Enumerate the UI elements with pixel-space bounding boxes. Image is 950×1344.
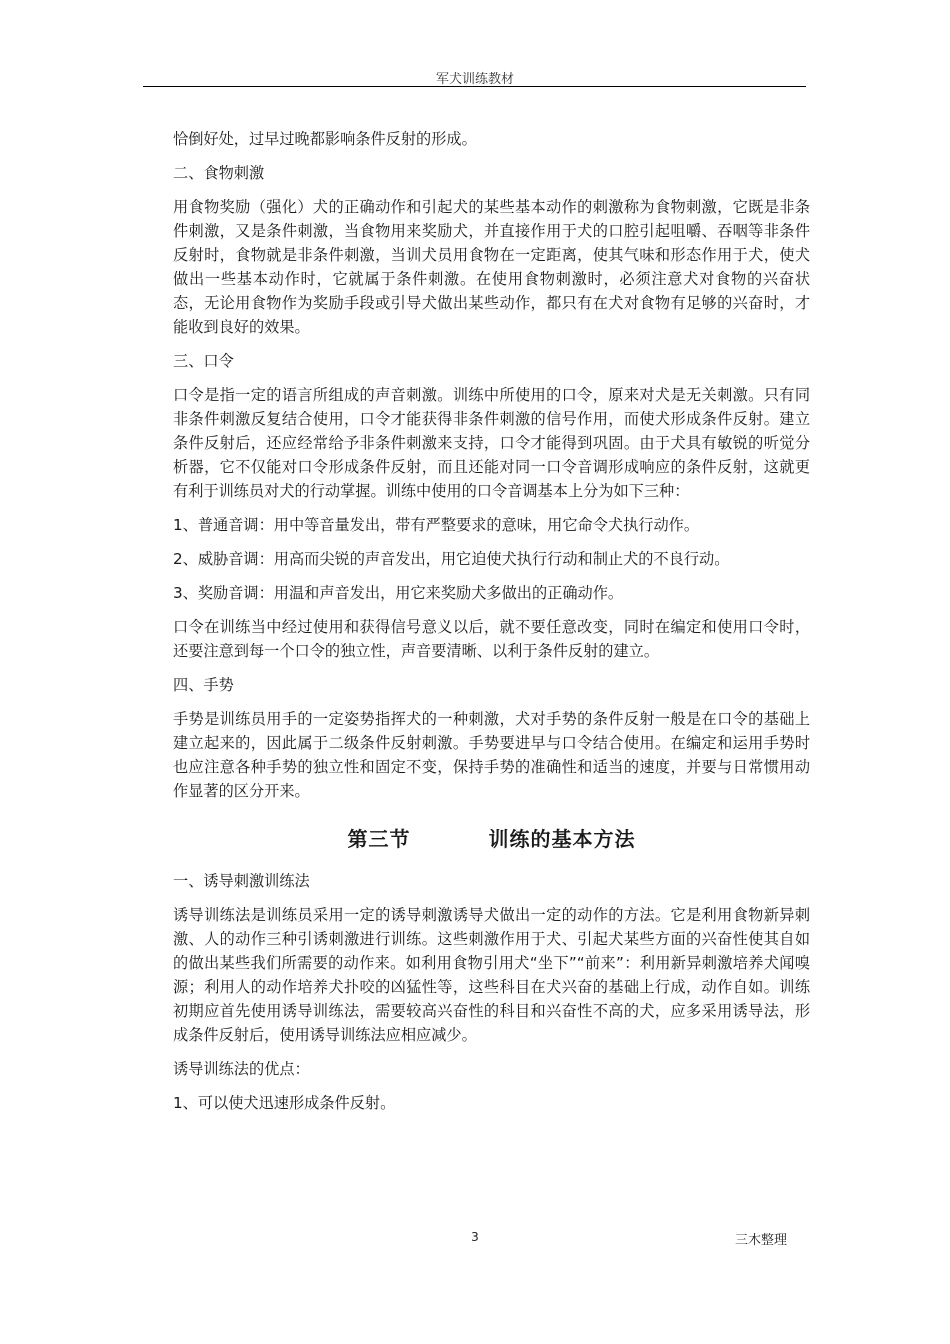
subheading-food-stimulus: 二、食物刺激: [173, 164, 265, 182]
list-item-normal-tone: 1、普通音调：用中等音量发出，带有严整要求的意味，用它命令犬执行动作。: [173, 516, 700, 534]
paragraph-command: 口令是指一定的语言所组成的声音刺激。训练中所使用的口令，原来对犬是无关刺激。只有同非条件刺激反复结合使用，口令才能获得非条件刺激的信号作用，而使犬形成条件反射。建立条件反射后，还应经常给予非条件刺激来支持，口令才能得到巩固。由于犬具有敏锐的听觉分析器，它不仅能对口令形成条件反射，而且还能对同一口令音调形成响应的条件反射，这就更有利于训练员对犬的行动掌握。训练中使用的口令音调基本上分为如下三种：: [173, 386, 810, 500]
list-item-threat-tone: 2、威胁音调：用高而尖锐的声音发出，用它迫使犬执行行动和制止犬的不良行动。: [173, 550, 730, 568]
subheading-gesture: 四、手势: [173, 676, 234, 694]
section-heading: [173, 827, 810, 851]
paragraph-food-stimulus: 用食物奖励（强化）犬的正确动作和引起犬的某些基本动作的刺激称为食物刺激，它既是非条件刺激，又是条件刺激，当食物用来奖励犬，并直接作用于犬的口腔引起咀嚼、吞咽等非条件反射时，食物就是非条件刺激，当训犬员用食物在一定距离，使其气味和形态作用于犬，使犬做出一些基本动作时，它就属于条件刺激。在使用食物刺激时，必须注意犬对食物的兴奋状态，无论用食物作为奖励手段或引导犬做出某些动作，都只有在犬对食物有足够的兴奋时，才能收到良好的效果。: [173, 198, 810, 336]
page-number: 3: [471, 1230, 479, 1244]
paragraph-induction-method: 诱导训练法是训练员采用一定的诱导刺激诱导犬做出一定的动作的方法。它是利用食物新异刺激、人的动作三种引诱刺激进行训练。这些刺激作用于犬、引起犬某些方面的兴奋性使其自如的做出某些我们所需要的动作来。如利用食物引用犬“坐下”“前来”：利用新异刺激培养犬闻嗅源；利用人的动作培养犬扑咬的凶猛性等，这些科目在犬兴奋的基础上行成，动作自如。训练初期应首先使用诱导训练法，需要较高兴奋性的科目和兴奋性不高的犬，应多采用诱导法，形成条件反射后，使用诱导训练法应相应减少。: [173, 906, 810, 1044]
header-rule: [143, 86, 806, 87]
paragraph-command-usage: 口令在训练当中经过使用和获得信号意义以后，就不要任意改变，同时在编定和使用口令时，还要注意到每一个口令的独立性，声音要清晰、以利于条件反射的建立。: [173, 618, 810, 660]
running-header: 军犬训练教材: [435, 72, 514, 87]
document-body: [173, 127, 810, 1125]
list-item-reward-tone: 3、奖励音调：用温和声音发出，用它来奖励犬多做出的正确动作。: [173, 584, 624, 602]
subheading-advantages: 诱导训练法的优点：: [173, 1060, 310, 1078]
list-item-advantage-1: 1、可以使犬迅速形成条件反射。: [173, 1094, 396, 1112]
section-number: 第三节: [347, 827, 411, 851]
footer-credit: 三木整理: [735, 1233, 788, 1248]
subheading-induction-method: 一、诱导刺激训练法: [173, 872, 310, 890]
section-title: 训练的基本方法: [488, 827, 636, 851]
subheading-command: 三、口令: [173, 352, 234, 370]
paragraph-gesture: 手势是训练员用手的一定姿势指挥犬的一种刺激，犬对手势的条件反射一般是在口令的基础上建立起来的，因此属于二级条件反射刺激。手势要进早与口令结合使用。在编定和运用手势时也应注意各种手势的独立性和固定不变，保持手势的准确性和适当的速度，并要与日常惯用动作显著的区分开来。: [173, 710, 810, 800]
paragraph-continuation: 恰倒好处，过早过晚都影响条件反射的形成。: [173, 130, 477, 148]
